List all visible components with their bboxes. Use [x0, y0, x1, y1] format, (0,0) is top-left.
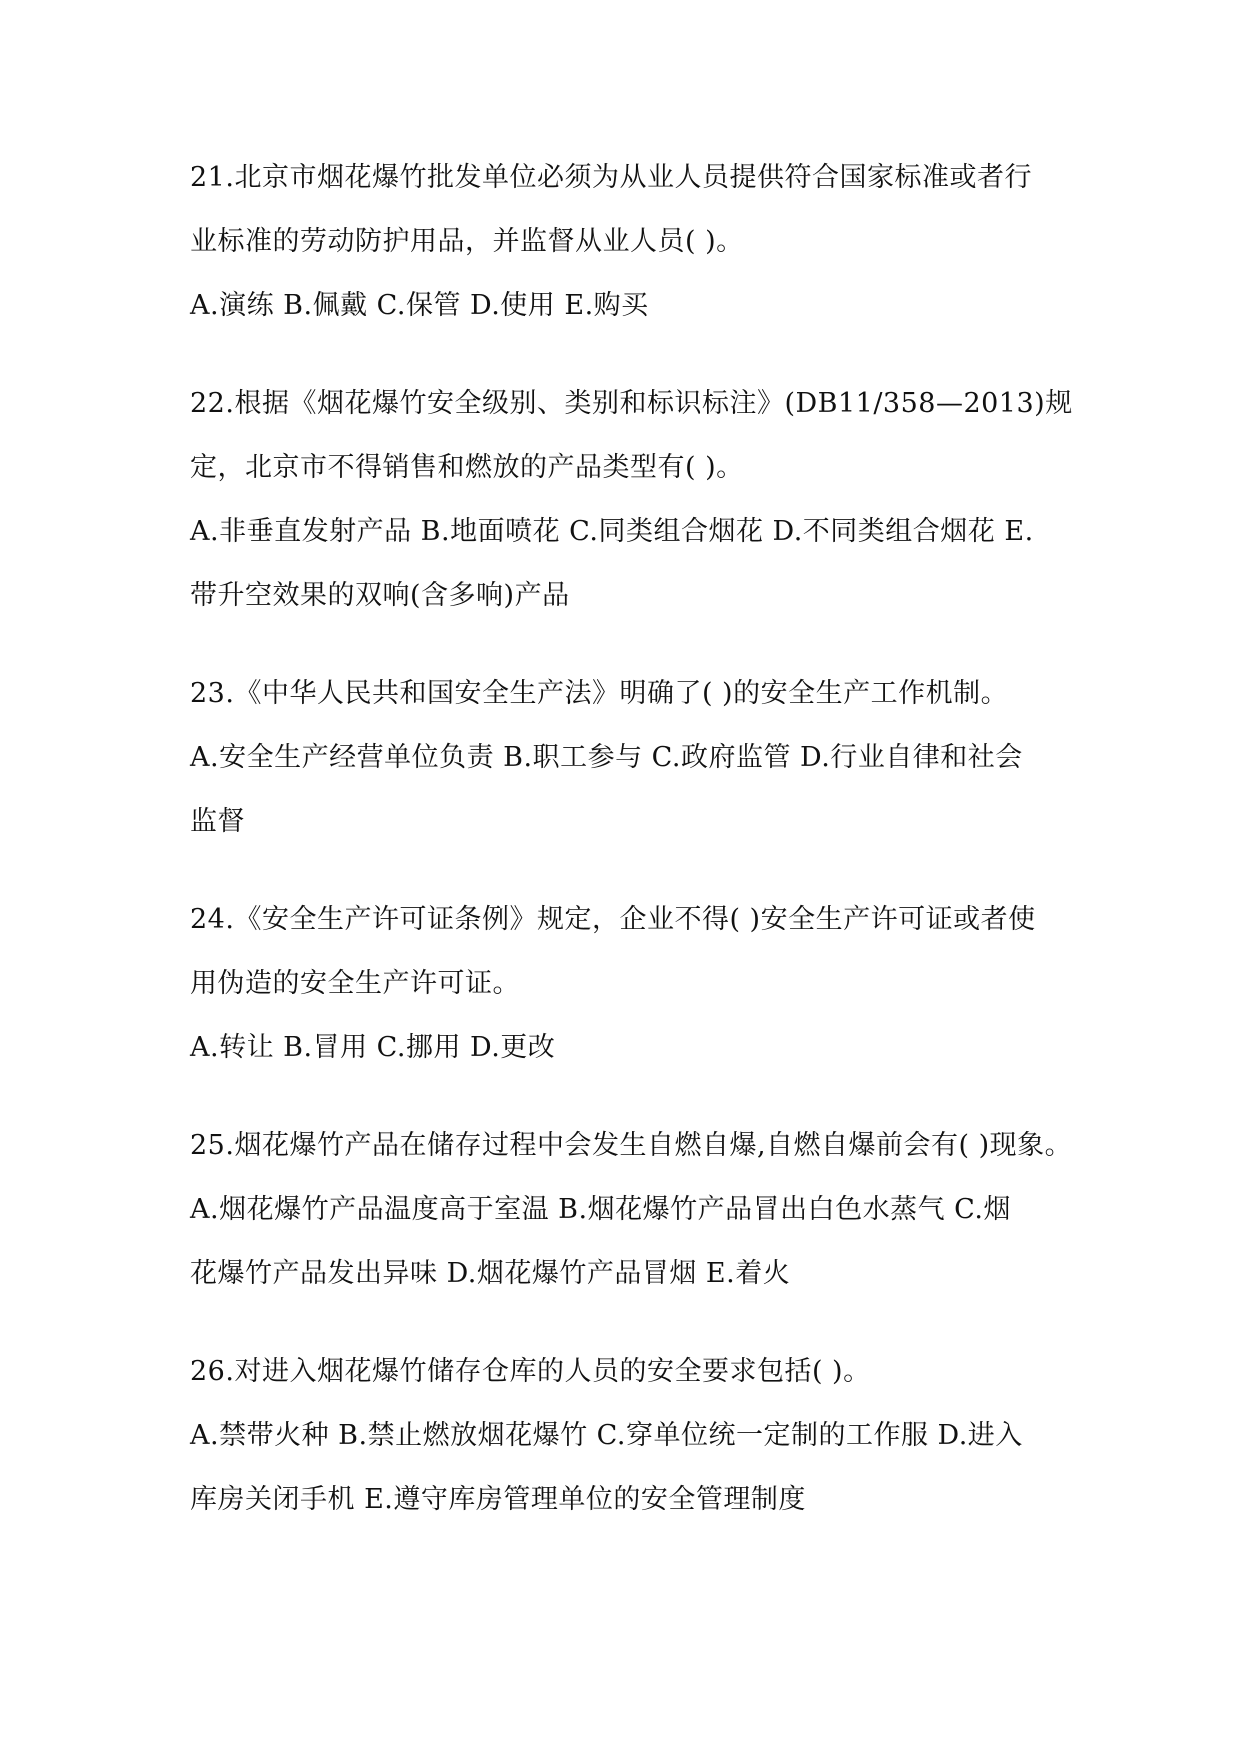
question-24-stem-line-1: 24.《安全生产许可证条例》规定，企业不得( )安全生产许可证或者使 — [190, 904, 1036, 935]
question-21-options-line-1: A.演练 B.佩戴 C.保管 D.使用 E.购买 — [190, 290, 649, 321]
question-22-options-line-1: A.非垂直发射产品 B.地面喷花 C.同类组合烟花 D.不同类组合烟花 E. — [190, 516, 1034, 547]
question-22-stem-line-1: 22.根据《烟花爆竹安全级别、类别和标识标注》(DB11/358—2013)规 — [190, 388, 1073, 419]
question-22-stem-line-2: 定，北京市不得销售和燃放的产品类型有( )。 — [190, 452, 744, 483]
question-21-stem-line-2: 业标准的劳动防护用品，并监督从业人员( )。 — [190, 226, 744, 257]
question-25-options-line-1: A.烟花爆竹产品温度高于室温 B.烟花爆竹产品冒出白色水蒸气 C.烟 — [190, 1194, 1011, 1225]
question-23-stem-line-1: 23.《中华人民共和国安全生产法》明确了( )的安全生产工作机制。 — [190, 678, 1009, 709]
question-26-options-line-1: A.禁带火种 B.禁止燃放烟花爆竹 C.穿单位统一定制的工作服 D.进入 — [190, 1420, 1023, 1451]
question-23-options-line-2: 监督 — [190, 806, 245, 837]
question-25-stem-line-1: 25.烟花爆竹产品在储存过程中会发生自燃自爆,自燃自爆前会有( )现象。 — [190, 1130, 1073, 1161]
question-26-stem-line-1: 26.对进入烟花爆竹储存仓库的人员的安全要求包括( )。 — [190, 1356, 871, 1387]
question-21-stem-line-1: 21.北京市烟花爆竹批发单位必须为从业人员提供符合国家标准或者行 — [190, 162, 1032, 193]
question-26-options-line-2: 库房关闭手机 E.遵守库房管理单位的安全管理制度 — [190, 1484, 806, 1515]
question-23-options-line-1: A.安全生产经营单位负责 B.职工参与 C.政府监管 D.行业自律和社会 — [190, 742, 1023, 773]
question-22-options-line-2: 带升空效果的双响(含多响)产品 — [190, 580, 570, 611]
question-24-stem-line-2: 用伪造的安全生产许可证。 — [190, 968, 520, 999]
question-25-options-line-2: 花爆竹产品发出异味 D.烟花爆竹产品冒烟 E.着火 — [190, 1258, 791, 1289]
question-24-options-line-1: A.转让 B.冒用 C.挪用 D.更改 — [190, 1032, 556, 1063]
